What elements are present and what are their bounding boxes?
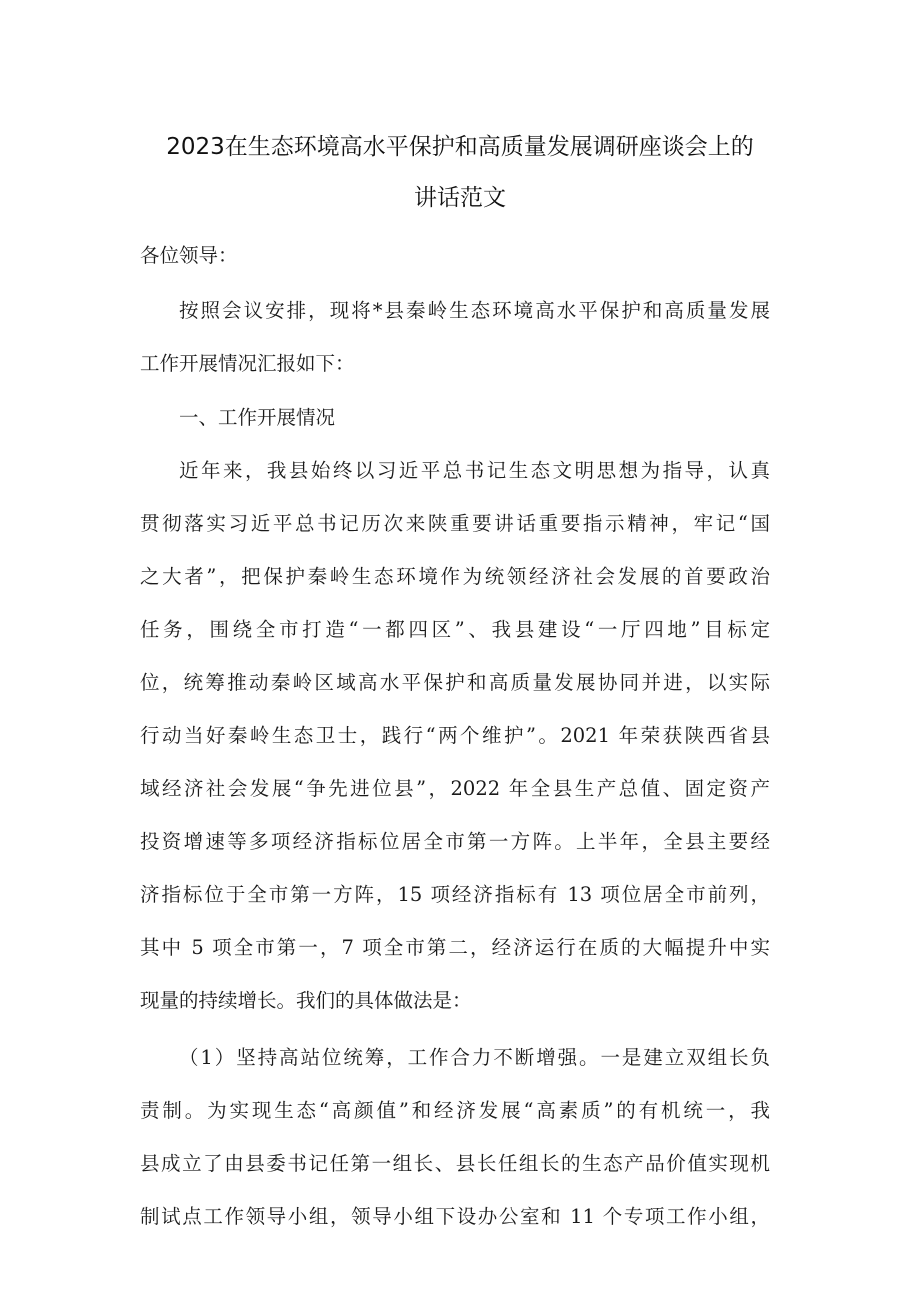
document-title-line-1: 2023在生态环境高水平保护和高质量发展调研座谈会上的 <box>166 134 754 160</box>
para1-line-2: 贯彻落实习近平总书记历次来陕重要讲话重要指示精神，牢记“国 <box>140 512 770 535</box>
para1-line-6: 行动当好秦岭生态卫士，践行“两个维护”。2021 年荣获陕西省县 <box>140 724 770 747</box>
para1-line-10: 其中 5 项全市第一，7 项全市第二，经济运行在质的大幅提升中实 <box>140 936 770 959</box>
para2-line-4: 制试点工作领导小组，领导小组下设办公室和 11 个专项工作小组， <box>140 1205 770 1228</box>
para1-line-7: 域经济社会发展“争先进位县”，2022 年全县生产总值、固定资产 <box>140 777 770 800</box>
salutation: 各位领导： <box>140 244 238 267</box>
section-heading: 一、工作开展情况 <box>179 406 336 429</box>
para1-line-9: 济指标位于全市第一方阵，15 项经济指标有 13 项位居全市前列， <box>140 883 770 906</box>
para1-line-4: 任务，围绕全市打造“一都四区”、我县建设“一厅四地”目标定 <box>140 618 770 641</box>
intro-line-2: 工作开展情况汇报如下： <box>140 352 355 375</box>
para2-line-3: 县成立了由县委书记任第一组长、县长任组长的生态产品价值实现机 <box>140 1152 770 1175</box>
intro-line-1: 按照会议安排，现将*县秦岭生态环境高水平保护和高质量发展 <box>179 299 770 322</box>
para1-line-3: 之大者”，把保护秦岭生态环境作为统领经济社会发展的首要政治 <box>140 565 770 588</box>
para2-line-2: 责制。为实现生态“高颜值”和经济发展“高素质”的有机统一，我 <box>140 1099 770 1122</box>
para1-line-1: 近年来，我县始终以习近平总书记生态文明思想为指导，认真 <box>179 459 770 482</box>
document-title-line-2: 讲话范文 <box>414 185 506 211</box>
para1-line-8: 投资增速等多项经济指标位居全市第一方阵。上半年，全县主要经 <box>140 830 770 853</box>
para2-line-1: （1）坚持高站位统筹，工作合力不断增强。一是建立双组长负 <box>179 1046 770 1069</box>
para1-line-5: 位，统筹推动秦岭区域高水平保护和高质量发展协同并进，以实际 <box>140 671 770 694</box>
para1-line-11: 现量的持续增长。我们的具体做法是： <box>140 989 472 1012</box>
